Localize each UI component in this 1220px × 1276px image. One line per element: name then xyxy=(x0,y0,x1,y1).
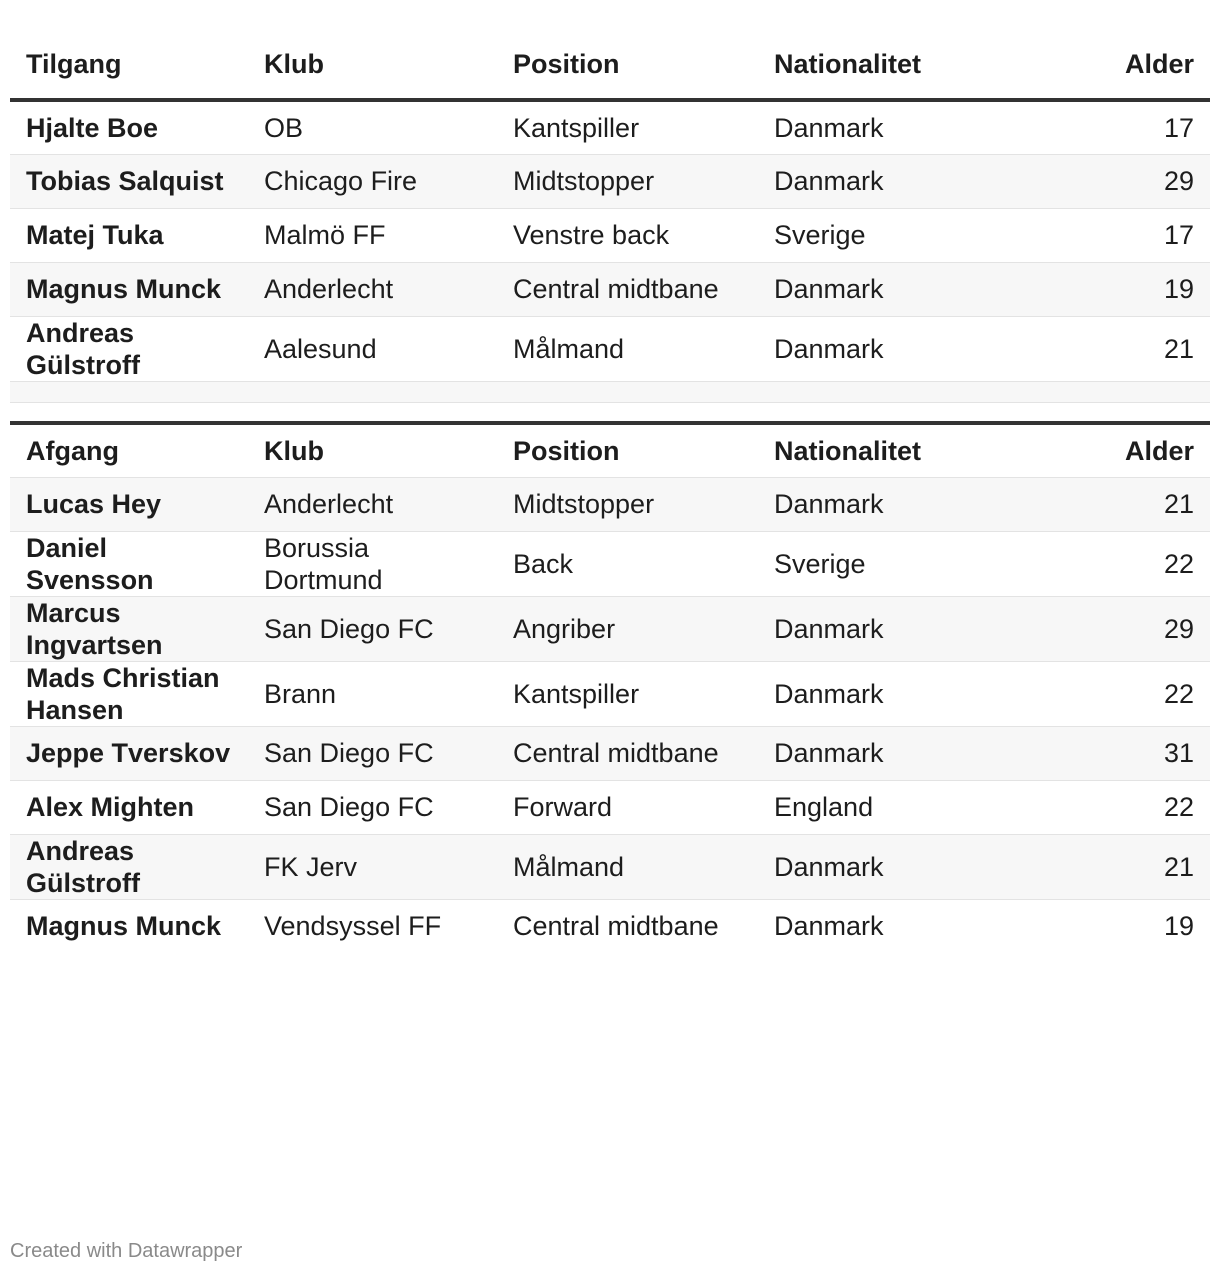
column-header-club: Klub xyxy=(248,423,497,477)
club-cell: Chicago Fire xyxy=(248,154,497,208)
age-cell: 22 xyxy=(1009,780,1210,834)
position-cell: Venstre back xyxy=(497,208,758,262)
column-header-age: Alder xyxy=(1009,423,1210,477)
table-row xyxy=(10,780,1210,834)
nationality-cell: Sverige xyxy=(758,531,1009,596)
table-row xyxy=(10,834,1210,899)
transfer-table xyxy=(10,30,1210,953)
table-row xyxy=(10,726,1210,780)
club-cell: OB xyxy=(248,100,497,154)
club-cell: San Diego FC xyxy=(248,780,497,834)
table-row xyxy=(10,100,1210,154)
header-row xyxy=(10,30,1210,100)
column-header-nationality: Nationalitet xyxy=(758,423,1009,477)
transfer-table-body xyxy=(10,30,1210,953)
age-cell: 17 xyxy=(1009,100,1210,154)
position-cell: Kantspiller xyxy=(497,100,758,154)
table-row xyxy=(10,316,1210,381)
nationality-cell: Sverige xyxy=(758,208,1009,262)
column-header-player-name: Tilgang xyxy=(10,30,248,100)
position-cell: Kantspiller xyxy=(497,661,758,726)
age-cell: 29 xyxy=(1009,154,1210,208)
table-row xyxy=(10,154,1210,208)
column-header-position: Position xyxy=(497,423,758,477)
club-cell: Brann xyxy=(248,661,497,726)
table-row xyxy=(10,531,1210,596)
nationality-cell: Danmark xyxy=(758,834,1009,899)
table-row xyxy=(10,596,1210,661)
nationality-cell: Danmark xyxy=(758,726,1009,780)
position-cell: Central midtbane xyxy=(513,911,719,942)
table-row xyxy=(10,899,1210,953)
player-name-cell: Hjalte Boe xyxy=(10,100,248,154)
nationality-cell: Danmark xyxy=(758,154,1009,208)
age-cell: 22 xyxy=(1009,531,1210,596)
player-name-cell: Alex Mighten xyxy=(10,780,248,834)
club-cell: Anderlecht xyxy=(248,477,497,531)
club-cell: FK Jerv xyxy=(248,834,497,899)
player-name-cell: Magnus Munck xyxy=(10,262,248,316)
age-cell: 17 xyxy=(1009,208,1210,262)
club-cell: Vendsyssel FF xyxy=(264,911,442,942)
column-header-age: Alder xyxy=(1009,30,1210,100)
position-cell: Forward xyxy=(497,780,758,834)
position-cell: Målmand xyxy=(497,834,758,899)
nationality-cell: Danmark xyxy=(758,100,1009,154)
player-name-cell: Jeppe Tverskov xyxy=(10,726,248,780)
player-name-cell: Mads Christian Hansen xyxy=(10,661,248,726)
section-spacer xyxy=(10,381,1210,402)
age-cell: 19 xyxy=(1163,911,1194,942)
table-row xyxy=(10,477,1210,531)
nationality-cell: Danmark xyxy=(758,316,1009,381)
nationality-cell: Danmark xyxy=(758,262,1009,316)
player-name-cell: Lucas Hey xyxy=(10,477,248,531)
table-row xyxy=(10,262,1210,316)
nationality-cell: Danmark xyxy=(774,911,884,942)
player-name-cell: Tobias Salquist xyxy=(10,154,248,208)
club-cell: Borussia Dortmund xyxy=(248,531,497,596)
player-name-cell: Magnus Munck xyxy=(26,911,222,942)
player-name-cell: Daniel Svensson xyxy=(10,531,248,596)
header-row xyxy=(10,423,1210,477)
age-cell: 21 xyxy=(1009,316,1210,381)
position-cell: Central midtbane xyxy=(497,726,758,780)
position-cell: Angriber xyxy=(497,596,758,661)
club-cell: San Diego FC xyxy=(248,726,497,780)
position-cell: Back xyxy=(497,531,758,596)
age-cell: 19 xyxy=(1009,262,1210,316)
position-cell: Målmand xyxy=(497,316,758,381)
position-cell: Midtstopper xyxy=(497,154,758,208)
age-cell: 21 xyxy=(1009,477,1210,531)
player-name-cell: Matej Tuka xyxy=(10,208,248,262)
player-name-cell: Marcus Ingvartsen xyxy=(10,596,248,661)
nationality-cell: England xyxy=(758,780,1009,834)
column-header-nationality: Nationalitet xyxy=(758,30,1009,100)
club-cell: Malmö FF xyxy=(248,208,497,262)
datawrapper-credit: Created with Datawrapper xyxy=(10,1240,243,1262)
club-cell: Anderlecht xyxy=(248,262,497,316)
section-divider xyxy=(10,402,1210,423)
player-name-cell: Andreas Gülstroff xyxy=(10,834,248,899)
table-row xyxy=(10,661,1210,726)
player-name-cell: Andreas Gülstroff xyxy=(10,316,248,381)
column-header-player-name: Afgang xyxy=(10,423,248,477)
column-header-position: Position xyxy=(497,30,758,100)
position-cell: Midtstopper xyxy=(497,477,758,531)
club-cell: Aalesund xyxy=(248,316,497,381)
section-spacer-cell xyxy=(10,381,1210,402)
age-cell: 29 xyxy=(1009,596,1210,661)
age-cell: 31 xyxy=(1009,726,1210,780)
nationality-cell: Danmark xyxy=(758,596,1009,661)
nationality-cell: Danmark xyxy=(758,477,1009,531)
position-cell: Central midtbane xyxy=(497,262,758,316)
section-divider-cell xyxy=(10,402,1210,423)
column-header-club: Klub xyxy=(248,30,497,100)
age-cell: 21 xyxy=(1009,834,1210,899)
nationality-cell: Danmark xyxy=(758,661,1009,726)
table-row xyxy=(10,208,1210,262)
club-cell: San Diego FC xyxy=(248,596,497,661)
age-cell: 22 xyxy=(1009,661,1210,726)
